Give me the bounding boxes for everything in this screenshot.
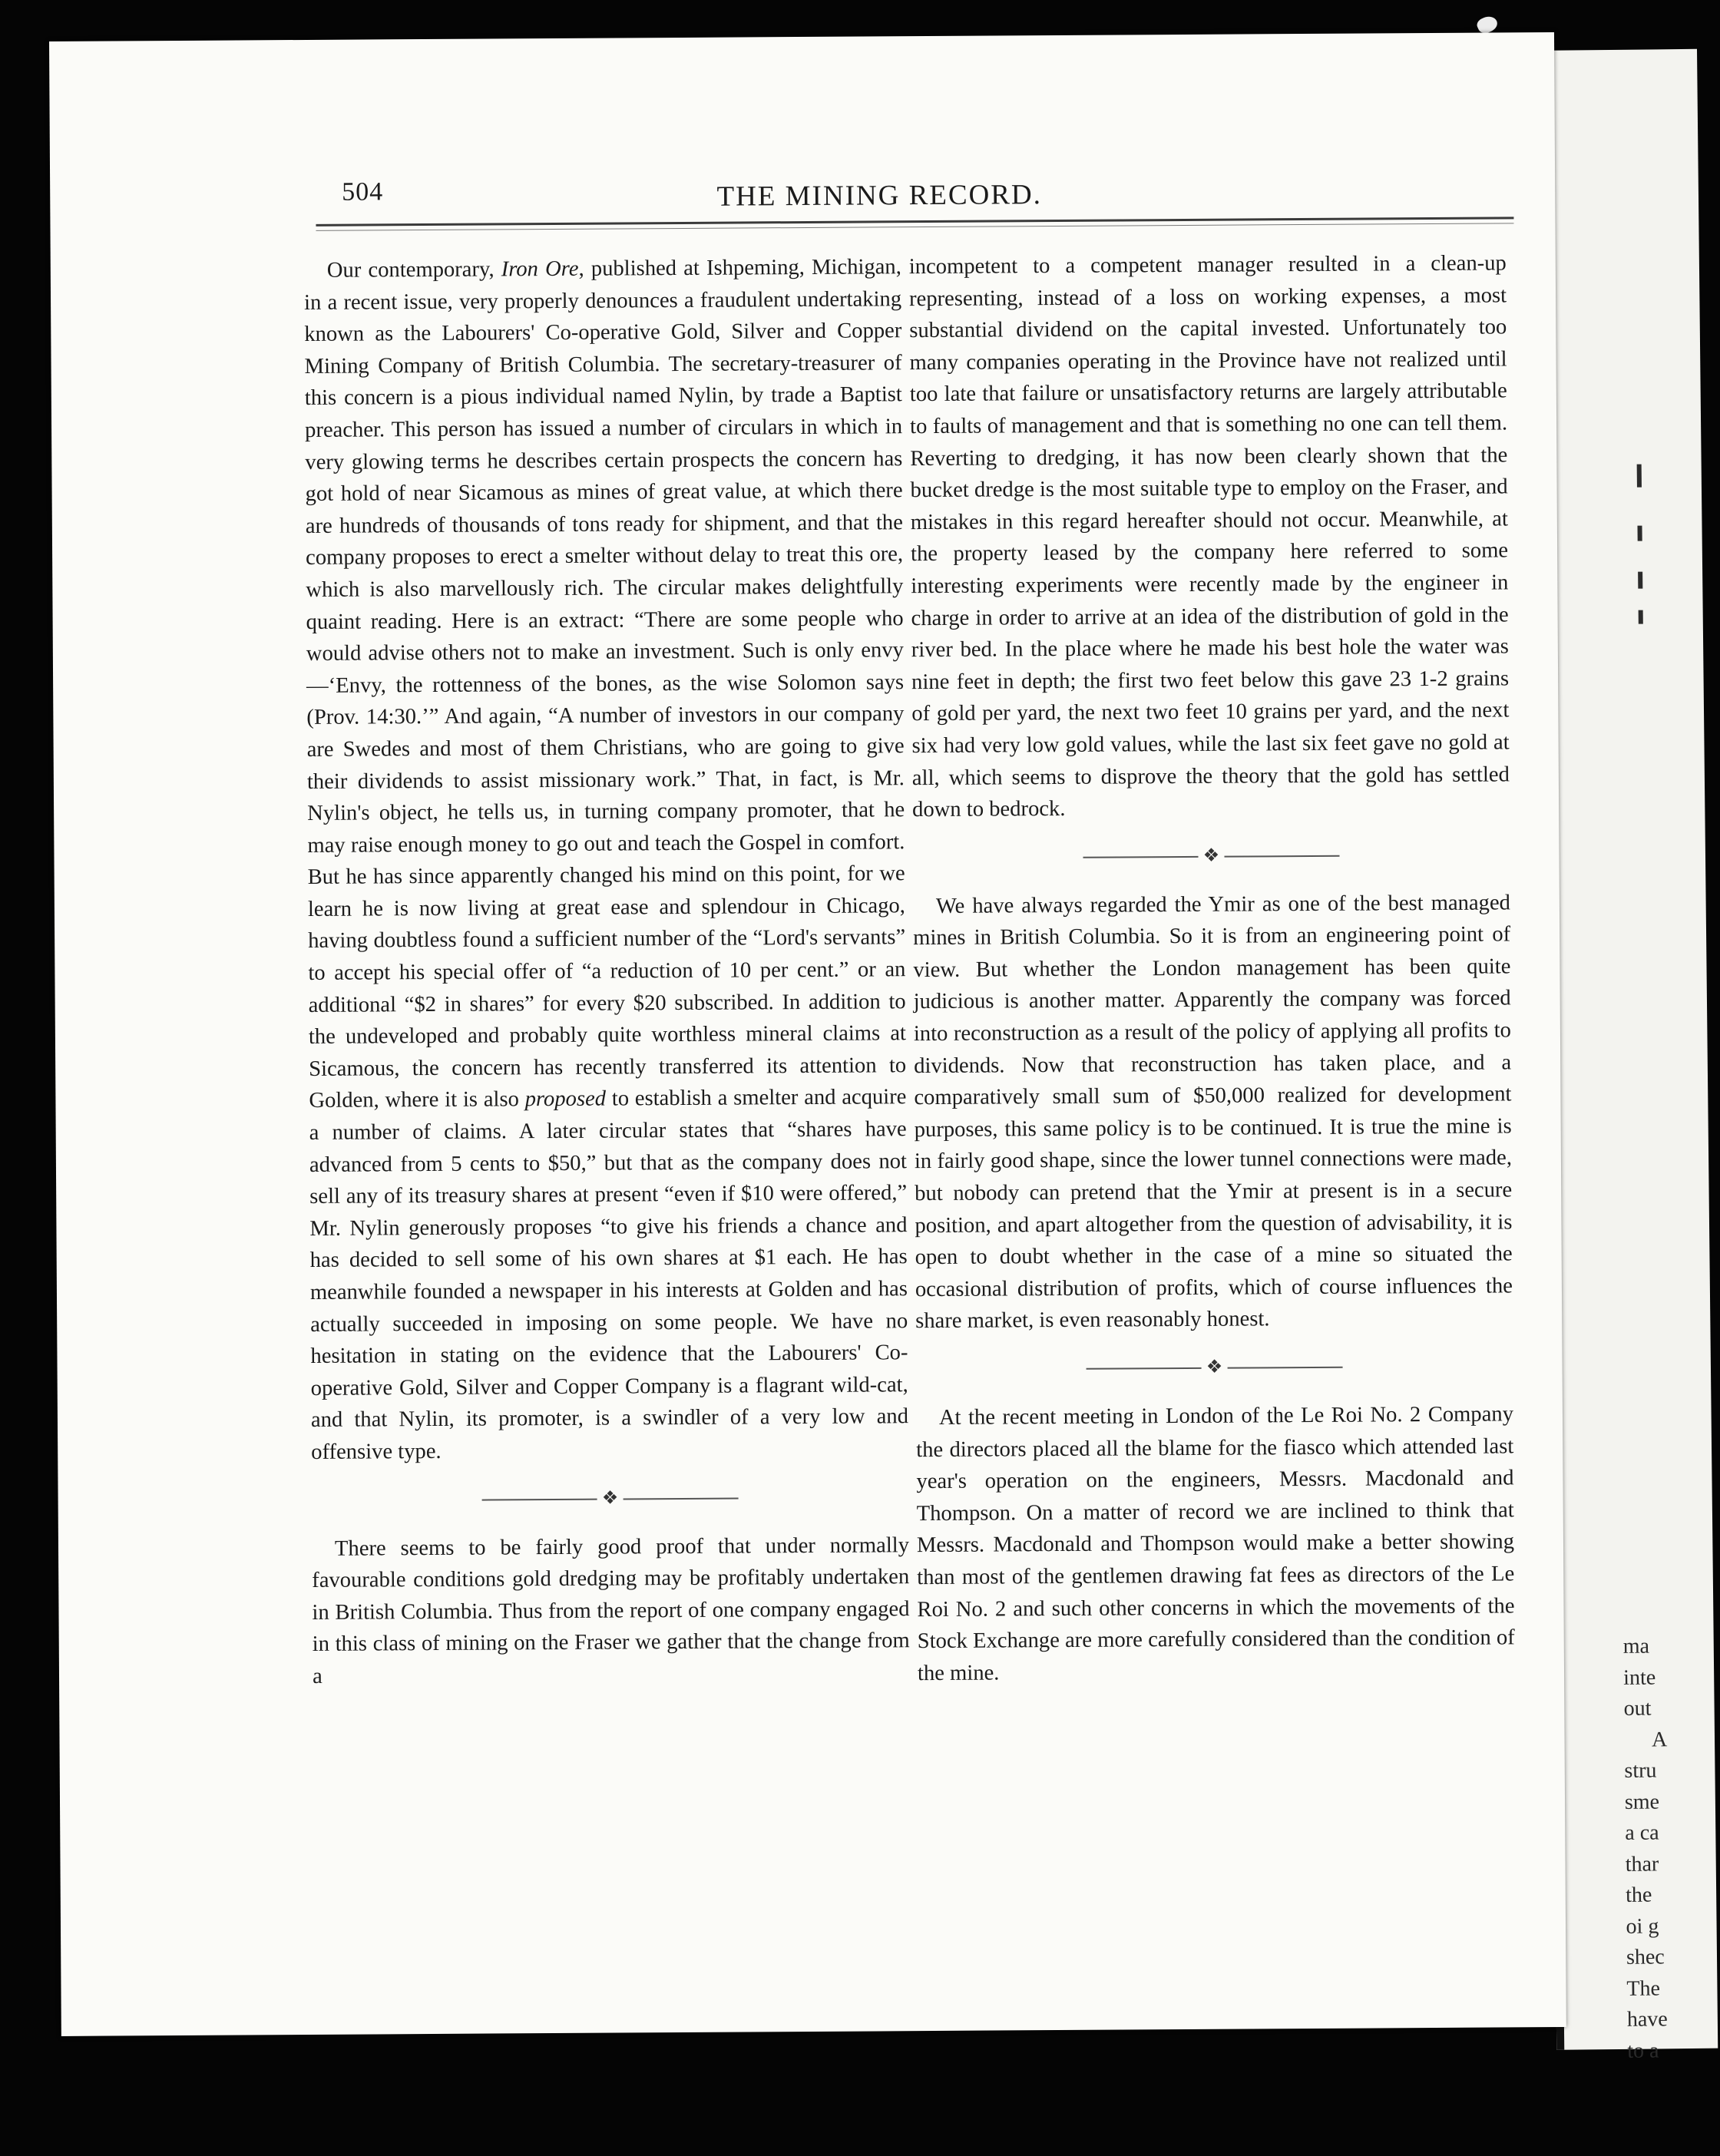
adjacent-line: The — [1626, 1976, 1661, 2001]
adjacent-line: sme — [1624, 1789, 1660, 1814]
left-column — [304, 251, 910, 1692]
divider-line — [623, 1497, 738, 1500]
fleuron-icon: ❖ — [601, 1488, 619, 1509]
text-run: to establish a smelter and acquire a number of claims. A later circular states that “shares have advanced from 5 cents to $50,” but that as the company does not sell any of its treasury shares at present “even if $10 were offered,” Mr. Nylin generously proposes “to give his friends a chance and has decided to sell some of his own shares at $1 each. He has meanwhile founded a newspaper in his interests at Golden and has actually succeeded in imposing on some people. We have no hesitation in stating on the evidence that the Labourers' Co-operative Gold, Silver and Copper Company is a flagrant wild-cat, and that Nylin, its promoter, is a swindler of a very low and offensive type. — [309, 1085, 909, 1464]
italic-word: proposed — [524, 1087, 607, 1112]
adjacent-line: shec — [1626, 1945, 1665, 1969]
divider-line — [482, 1498, 597, 1500]
adjacent-page-mark — [1637, 465, 1642, 488]
text-run: , published at Ishpeming, Michigan, in a recent issue, very properly denounces a fraudulent undertaking known as the Labourers' Co-operative Gold, Silver and Copper Mining Company of British Columbia. The secretary-treasurer of this concern is a pious individual named Nylin, by trade a Baptist preacher. This person has issued a number of circulars in which in very glowing terms he describes certain prospects the concern has got hold of near Sicamous as mines of great value, at which there are hundreds of thousands of tons ready for shipment, and that the company proposes to erect a smelter without delay to treat this ore, which is also marvellously rich. The circular makes delightfully quaint reading. Here is an extract: “There are some people who would advise others not to make an investment. Such is only envy—‘Envy, the rottenness of the bones, as the wise Solomon says (Prov. 14:30.’” And again, “A number of investors in our company are Swedes and most of them Christians, who are going to give their dividends to assist missionary work.” That, in fact, is Mr. Nylin's object, he tells us, in turning company promoter, that he may raise enough money to go out and teach the Gospel in comfort. But he has since apparently changed his mind on this point, for we learn he is now living at great ease and splendour in Chicago, having doubtless found a sufficient number of the “Lord's servants” to accept his special offer of “a reduction of 10 per cent.” or an additional “$2 in shares” for every $20 subscribed. In addition to the undeveloped and probably quite worthless mineral claims at Sicamous, the concern has recently transferred its attention to Golden, where it is also — [303, 255, 907, 1113]
adjacent-line: stru — [1624, 1758, 1657, 1783]
adjacent-page-mark — [1638, 572, 1642, 589]
divider-line — [1227, 1367, 1342, 1369]
adjacent-page-mark — [1639, 610, 1643, 624]
adjacent-line: out — [1623, 1696, 1652, 1721]
article-ymir: We have always regarded the Ymir as one of the best managed mines in British Columbia. So it is from an engineering point of view. But whether the London management has been quite judicious is another matter. Apparently the company was forced into reconstruction as a result of the policy of applying all profits to dividends. Now that reconstruction has taken place, and a comparatively small sum of $50,000 realized for development purposes, this same policy is to be continued. It is true the mine is in fairly good shape, since the lower tunnel connections were made, but nobody can pretend that the Ymir at present is in a secure position, and apart altogether from the question of advisability, it is open to doubt whether in the case of a mine so situated the occasional distribution of profits, which of course influences the share market, is even reasonably honest. — [913, 891, 1513, 1334]
adjacent-line: to a — [1627, 2038, 1659, 2063]
adjacent-line: A — [1651, 1727, 1668, 1752]
page-header — [265, 131, 1494, 231]
fleuron-icon: ❖ — [1206, 1357, 1223, 1378]
adjacent-page-mark — [1637, 526, 1642, 541]
article-gold-dredging-continued: incompetent to a competent manager resulted in a clean-up representing, instead of a loss on working expenses, a most substantial dividend on the capital invested. Unfortunately too many companies operating in the Province have not realized until too late that failure or unsatisfactory returns are largely attributable to faults of management and that is something no one can tell them. Reverting to dredging, it has now been clearly shown that the bucket dredge is the most suitable type to employ on the Fraser, and mistakes in this regard hereafter should not occur. Meanwhile, at the property leased by the company here referred to some interesting experiments were recently made by the engineer in charge in order to arrive at an idea of the distribution of gold in the river bed. In the place where he made his best hole the water was nine feet in depth; the first two feet below this gave 23 1-2 grains of gold per yard, the next two feet 10 grains per yard, and the next six had very low gold values, while the last six feet gave no gold at all, which seems to disprove the theory that the gold has settled down to bedrock. — [908, 251, 1510, 822]
publication-title: Iron Ore — [501, 256, 579, 282]
adjacent-line: a ca — [1625, 1820, 1659, 1845]
adjacent-line: ma — [1622, 1634, 1650, 1658]
divider-line — [1083, 856, 1199, 858]
adjacent-page-text — [1623, 1631, 1720, 2067]
page-number: 504 — [342, 177, 384, 207]
article-le-roi: At the recent meeting in London of the Le Roi No. 2 Company the directors placed all the blame for the fiasco which attended last year's operation on the engineers, Messrs. Macdonald and Thompson. On a matter of record we are inclined to think that Messrs. Macdonald and Thompson would make a better showing than most of the gentlemen drawing fat fees as directors of the Le Roi No. 2 and such other concerns in which the movements of the Stock Exchange are more carefully considered than the condition of the mine. — [916, 1402, 1515, 1685]
right-column — [909, 247, 1515, 1689]
article-iron-ore — [304, 251, 909, 1468]
section-divider — [311, 1465, 908, 1533]
adjacent-line: the — [1626, 1883, 1652, 1907]
fleuron-icon: ❖ — [1202, 845, 1220, 866]
divider-line — [1087, 1367, 1202, 1370]
journal-title: THE MINING RECORD. — [716, 179, 1043, 213]
article-gold-dredging: There seems to be fairly good proof that under normally favourable conditions gold dredging may be profitably undertaken in British Columbia. Thus from the report of one company engaged in this class of mining on the Fraser we gather that the change from a — [312, 1533, 910, 1688]
divider-line — [1224, 855, 1339, 857]
adjacent-line: oi g — [1626, 1913, 1659, 1939]
section-divider — [915, 1334, 1513, 1402]
magazine-page — [49, 32, 1566, 2036]
text-run: Our contemporary, — [326, 257, 501, 283]
adjacent-line: inte — [1623, 1665, 1656, 1690]
adjacent-line: have — [1626, 2007, 1668, 2032]
section-divider — [912, 822, 1510, 891]
adjacent-line: thar — [1625, 1851, 1659, 1877]
